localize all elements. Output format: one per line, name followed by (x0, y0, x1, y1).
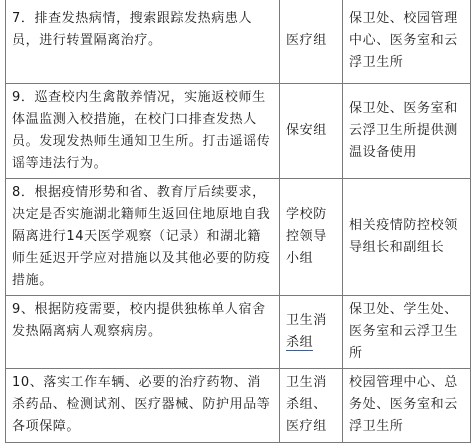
task-cell: 7．排查发热病情，搜索跟踪发热病患人员，进行转置隔离治疗。 (6, 0, 280, 83)
cooperating-units-cell: 相关疫情防控校领导组长和副组长 (343, 178, 471, 295)
task-cell: 9、根据防疫需要，校内提供独栋单人宿舍发热隔离病人观察病房。 (6, 295, 280, 368)
task-assignment-table (5, 0, 471, 443)
owner-text: 卫生消 (286, 312, 327, 328)
cooperating-units-cell: 校园管理中心、总务处、医务室和云浮卫生所 (343, 368, 471, 442)
table-row (6, 0, 471, 83)
task-cell: 8．根据疫情形势和省、教育厅后续要求，决定是否实施湖北籍师生返回住地原地自我隔离进行14天医学观察（记录）和湖北籍师生延迟开学应对措施以及其他必要的防疫措施。 (6, 178, 280, 295)
table-row (6, 178, 471, 295)
owner-cell: 卫生消杀组、医疗组 (280, 368, 343, 442)
cooperating-units-cell: 保卫处、医务室和云浮卫生所提供测温设备使用 (343, 83, 471, 178)
table-row (6, 295, 471, 368)
owner-cell: 保安组 (280, 83, 343, 178)
owner-cell: 学校防控领导小组 (280, 178, 343, 295)
task-cell: 10、落实工作车辆、必要的治疗药物、消杀药品、检测试剂、医疗器械、防护用品等各项保障。 (6, 368, 280, 442)
owner-cell: 医疗组 (280, 0, 343, 83)
cooperating-units-cell: 保卫处、学生处、医务室和云浮卫生所 (343, 295, 471, 368)
task-cell: 9．巡查校内生禽散养情况，实施返校师生体温监测入校措施，在校门口排查发热人员。发现发热师生通知卫生所。打击遥谣传谣等违法行为。 (6, 83, 280, 178)
owner-cell (280, 295, 343, 368)
cooperating-units-cell: 保卫处、校园管理中心、医务室和云浮卫生所 (343, 0, 471, 83)
owner-text-marked: 杀组 (286, 334, 314, 350)
table-row (6, 83, 471, 178)
